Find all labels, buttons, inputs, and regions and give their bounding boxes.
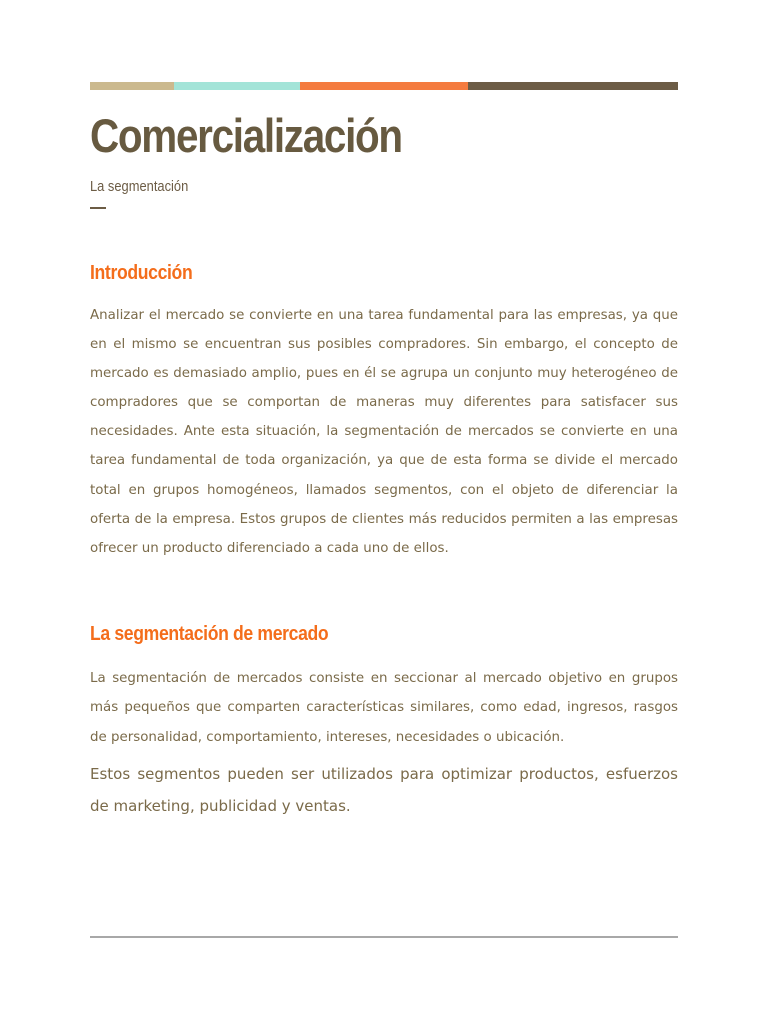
footer-rule: [90, 936, 678, 938]
section-heading-introduccion: Introducción: [90, 262, 193, 284]
header-color-bar: [90, 82, 678, 90]
color-bar-segment-brown: [468, 82, 678, 90]
segmentacion-paragraph-2: Estos segmentos pueden ser utilizados para optimizar productos, esfuerzos de marketing, publicidad y ventas.: [90, 765, 678, 816]
section-heading-segmentacion: La segmentación de mercado: [90, 622, 329, 645]
color-bar-segment-orange: [300, 82, 468, 90]
color-bar-segment-tan: [90, 82, 174, 90]
color-bar-segment-mint: [174, 82, 300, 90]
intro-paragraph: Analizar el mercado se convierte en una tarea fundamental para las empresas, ya que en el mismo se encuentran sus posibles compradores. Sin embargo, el concepto de mercado es demasiado amplio, pues en él se agrupa un conjunto muy heterogéneo de compradores que se comportan de maneras muy diferentes para satisfacer sus necesidades. Ante esta situación, la segmentación de mercados se convierte en una tarea fundamental de toda organización, ya que de esta forma se divide el mercado total en grupos homogéneos, llamados segmentos, con el objeto de diferenciar la oferta de la empresa. Estos grupos de clientes más reducidos permiten a las empresas ofrecer un producto diferenciado a cada uno de ellos.: [90, 308, 678, 556]
subtitle-dash: [90, 207, 106, 209]
document-subtitle: La segmentación: [90, 178, 189, 195]
document-page: [90, 82, 678, 822]
segmentacion-paragraph-1: La segmentación de mercados consiste en seccionar al mercado objetivo en grupos más pequeños que comparten características similares, como edad, ingresos, rasgos de personalidad, comportamiento, intereses, necesidades o ubicación.: [90, 670, 678, 745]
document-title: Comercialización: [90, 109, 402, 162]
